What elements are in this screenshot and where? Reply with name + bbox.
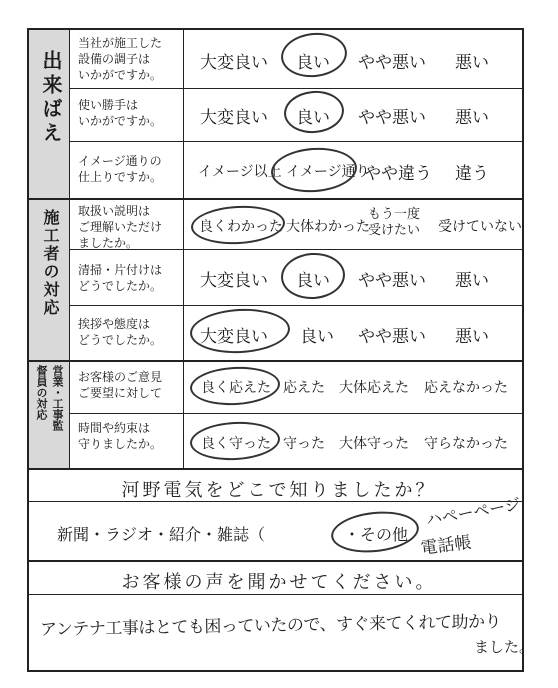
row2-option-1[interactable]: 大変良い [200, 108, 268, 128]
row4-option-4[interactable]: 受けていない [438, 219, 522, 235]
row2-option-4[interactable]: 悪い [455, 108, 489, 128]
row6-option-2[interactable]: 良い [300, 327, 334, 347]
row3-option-3[interactable]: やや違う [364, 164, 432, 184]
row1-option-2[interactable]: 良い [296, 53, 330, 73]
voice-heading: お客様の声を聞かせてください。 [121, 572, 437, 593]
row5-option-1[interactable]: 大変良い [200, 271, 268, 291]
question-8: 時間や約束は 守りましたか。 [78, 421, 163, 451]
row-line-1 [69, 88, 524, 89]
question-4: 取扱い説明は ご理解いただけ ましたか。 [78, 204, 163, 250]
row-line-2 [69, 141, 524, 142]
row4-option-3[interactable]: もう一度 受けたい [368, 207, 421, 238]
question-5: 清掃・片付けは どうでしたか。 [78, 263, 163, 293]
row3-option-2[interactable]: イメージ通り [286, 164, 370, 180]
row5-option-4[interactable]: 悪い [455, 271, 489, 291]
source-handwritten-note-1: ハペーページ [424, 494, 523, 530]
row4-option-1[interactable]: 良くわかった [199, 219, 283, 235]
voice-heading-divider [27, 594, 524, 595]
question-3: イメージ通りの 仕上りですか。 [78, 154, 163, 184]
source-options-line[interactable]: 新聞・ラジオ・紹介・雑誌（ [57, 525, 266, 544]
source-heading: 河野電気をどこで知りましたか？ [121, 480, 437, 501]
row1-option-1[interactable]: 大変良い [200, 53, 268, 73]
row-line-5 [69, 305, 524, 306]
category-staff-label: 施工者の対応 [41, 209, 60, 317]
question-7: お客様のご意見 ご要望に対して [78, 370, 163, 400]
source-handwritten-note-2: 電話帳 [419, 532, 473, 559]
row7-option-1[interactable]: 良く応えた [201, 380, 271, 396]
row3-option-4[interactable]: 違う [455, 164, 489, 184]
row8-option-1[interactable]: 良く守った [201, 436, 271, 452]
row2-option-3[interactable]: やや悪い [358, 108, 426, 128]
row8-option-2[interactable]: 守った [283, 436, 325, 452]
source-heading-divider [27, 501, 524, 502]
row6-option-1[interactable]: 大変良い [200, 327, 268, 347]
row3-option-1[interactable]: イメージ以上 [198, 164, 282, 180]
question-1: 当社が施工した 設備の調子は いかがですか。 [78, 36, 163, 82]
row-line-7 [69, 413, 524, 414]
row2-option-2[interactable]: 良い [296, 108, 330, 128]
row5-option-2[interactable]: 良い [296, 271, 330, 291]
row1-option-3[interactable]: やや悪い [358, 53, 426, 73]
row-line-3 [27, 198, 524, 200]
row7-option-3[interactable]: 大体応えた [339, 380, 409, 396]
row-line-6 [27, 360, 524, 362]
row8-option-3[interactable]: 大体守った [339, 436, 409, 452]
category-sales [29, 361, 69, 468]
row1-option-4[interactable]: 悪い [455, 53, 489, 73]
category-sales-label-a: 営業・工事監 [51, 365, 64, 431]
row4-option-2[interactable]: 大体わかった [286, 219, 370, 235]
voice-handwritten-line-2: ました。 [474, 638, 535, 656]
row7-option-2[interactable]: 応えた [283, 380, 325, 396]
voice-handwritten-line-1: アンテナ工事はとても困っていたので、すぐ来てくれて助かり [39, 611, 502, 641]
category-dekibae-label: 出来ばえ [39, 50, 63, 146]
source-other-option[interactable]: ・その他 [344, 525, 409, 544]
question-6: 挨拶や態度は どうでしたか。 [78, 317, 163, 347]
row6-option-3[interactable]: やや悪い [358, 327, 426, 347]
row6-option-4[interactable]: 悪い [455, 327, 489, 347]
row7-option-4[interactable]: 応えなかった [424, 380, 508, 396]
row8-option-4[interactable]: 守らなかった [424, 436, 508, 452]
category-dekibae [29, 30, 69, 198]
category-sales-label-b: 督員の対応 [35, 365, 48, 420]
row5-option-3[interactable]: やや悪い [358, 271, 426, 291]
category-staff [29, 199, 69, 360]
question-2: 使い勝手は いかがですか。 [78, 98, 163, 128]
